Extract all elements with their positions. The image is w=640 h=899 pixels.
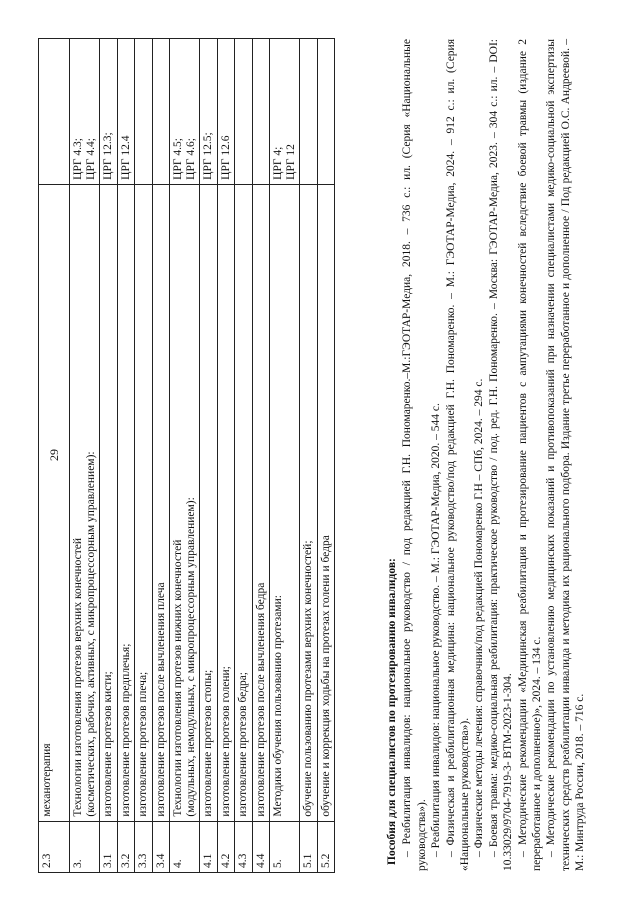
curriculum-table (38, 38, 335, 873)
row-number: 3.2 (117, 821, 135, 872)
topic-line: изготовление протезов стопы; (202, 669, 214, 817)
table-row (170, 39, 200, 873)
topic-line: изготовление протезов плеча; (137, 671, 149, 817)
row-codes (270, 39, 300, 185)
row-codes (135, 39, 153, 185)
topic-line: Технологии изготовления протезов верхних конечностей (72, 537, 84, 817)
row-codes (39, 39, 70, 185)
reference-item: – Реабилитация инвалидов: национальное руководство. – М.: ГЭОТАР-Медиа, 2020. – 544 с. (430, 403, 443, 857)
competency-code: ЦРГ 12.5; (202, 132, 214, 180)
row-topic (70, 184, 100, 821)
row-topic (317, 184, 335, 821)
table-row (70, 39, 100, 873)
topic-line: Технологии изготовления протезов нижних конечностей (172, 539, 184, 817)
competency-code: ЦРГ 4.5; (172, 138, 184, 180)
competency-code: ЦРГ 4; (272, 146, 284, 180)
reference-item: – Методические рекомендации по установлению медицинских показаний и противопоказаний при назначении специалистами медико-социальной экспертизы технических средств реабилитации инвалида и методика их рационального подбора. Издание третье переработанное и дополненное / Под редакцией О.С. Андреевой. – М.: Минтруда России, 2018. – 716 с. (545, 39, 587, 871)
row-number: 5. (270, 821, 300, 872)
competency-code: ЦРГ 12.3; (102, 132, 114, 180)
row-codes (200, 39, 218, 185)
manuals-section (385, 39, 588, 871)
row-codes (170, 39, 200, 185)
row-number: 4.3 (235, 821, 253, 872)
page-number: 29 (47, 449, 61, 461)
row-codes (252, 39, 270, 185)
competency-code: ЦРГ 12 (284, 144, 297, 180)
topic-line: изготовление протезов после вычленения плеча (154, 582, 167, 817)
competency-code: ЦРГ 4.6; (184, 138, 197, 180)
row-number: 5.1 (300, 821, 318, 872)
row-topic (39, 184, 70, 821)
table-row (152, 39, 170, 873)
row-codes (317, 39, 335, 185)
row-number: 3. (70, 821, 100, 872)
manuals-list (400, 39, 587, 871)
row-topic (135, 184, 153, 821)
topic-line: (косметических, рабочих, активных, с микропроцессорным управлением): (84, 451, 97, 817)
row-number: 2.3 (39, 821, 70, 872)
row-topic (217, 184, 235, 821)
row-topic (100, 184, 118, 821)
topic-line: изготовление протезов предплечья; (119, 643, 132, 817)
row-codes (70, 39, 100, 185)
row-topic (300, 184, 318, 821)
topic-line: изготовление протезов бедра; (237, 671, 249, 817)
reference-item: – Реабилитация инвалидов: национальное руководство / под редакцией Г.Н. Пономаренко.–М.:ГЭОТАР-Медиа, 2018. – 736 с.: ил. (Серия «Национальные руководства»). (401, 39, 428, 871)
row-codes (152, 39, 170, 185)
table-row (300, 39, 318, 873)
competency-code: ЦРГ 4.3; (72, 138, 84, 180)
row-topic (170, 184, 200, 821)
row-codes (117, 39, 135, 185)
row-number: 3.3 (135, 821, 153, 872)
topic-line: изготовление протезов после вычленения бедра (254, 582, 267, 817)
table-row (200, 39, 218, 873)
row-codes (235, 39, 253, 185)
table-row (217, 39, 235, 873)
competency-code: ЦРГ 12.4 (119, 135, 132, 180)
row-number: 4.1 (200, 821, 218, 872)
table-row (317, 39, 335, 873)
table-body (39, 39, 335, 873)
row-codes (100, 39, 118, 185)
row-topic (270, 184, 300, 821)
competency-code: ЦРГ 4.4; (84, 138, 97, 180)
row-number: 3.1 (100, 821, 118, 872)
table-row (270, 39, 300, 873)
table-row (39, 39, 70, 873)
row-topic (200, 184, 218, 821)
row-codes (217, 39, 235, 185)
topic-line: обучение пользованию протезами верхних конечностей; (302, 540, 314, 817)
row-topic (117, 184, 135, 821)
manuals-title: Пособия для специалистов по протезированию инвалидов: (386, 558, 398, 865)
topic-line: Методики обучения пользованию протезами: (272, 595, 284, 817)
reference-item: – Методические рекомендации «Медицинская реабилитация и протезирование пациентов с ампутациями конечностей вследствие боевой травмы (издание 2 переработанное и дополненное)», 2024. – 134 с. (516, 39, 544, 871)
row-number: 4.4 (252, 821, 270, 872)
topic-line: (модульных, немодульных, с микропроцессорным управлением): (184, 497, 197, 817)
topic-line: обучение и коррекция ходьбы на протезах голени и бедра (319, 535, 332, 817)
row-codes (300, 39, 318, 185)
competency-code: ЦРГ 12.6 (219, 135, 232, 180)
reference-item: – Физические методы лечения: справочник/под редакцией Пономаренко Г.Н – СПб, 2024. – 294 с. (473, 378, 486, 857)
table-row (117, 39, 135, 873)
row-topic (235, 184, 253, 821)
topic-line: изготовление протезов кисти; (102, 671, 114, 817)
row-topic (252, 184, 270, 821)
reference-item: – Боевая травма: медико-социальная реабилитация: практическое руководство / под. ред. Г.Н. Пономаренко. – Москва: ГЭОТАР-Медиа, 2023. – 304 с.: ил. – DOI: 10.33029/9704-7919-3- BTM-2023-1-304. (487, 39, 515, 871)
row-topic (152, 184, 170, 821)
table-row (252, 39, 270, 873)
table-row (135, 39, 153, 873)
topic-line: изготовление протезов голени; (219, 666, 232, 817)
row-number: 3.4 (152, 821, 170, 872)
table-row (235, 39, 253, 873)
row-number: 4.2 (217, 821, 235, 872)
reference-item: – Физическая и реабилитационная медицина: национальное руководство/под редакцией Г.Н. Пономаренко. – М.: ГЭОТАР-Медиа, 2024. – 912 с.: ил. (Серия «Национальные руководства»). (444, 39, 472, 871)
row-number: 5.2 (317, 821, 335, 872)
topic-line: механотерапия (41, 743, 53, 817)
row-number: 4. (170, 821, 200, 872)
table-row (100, 39, 118, 873)
